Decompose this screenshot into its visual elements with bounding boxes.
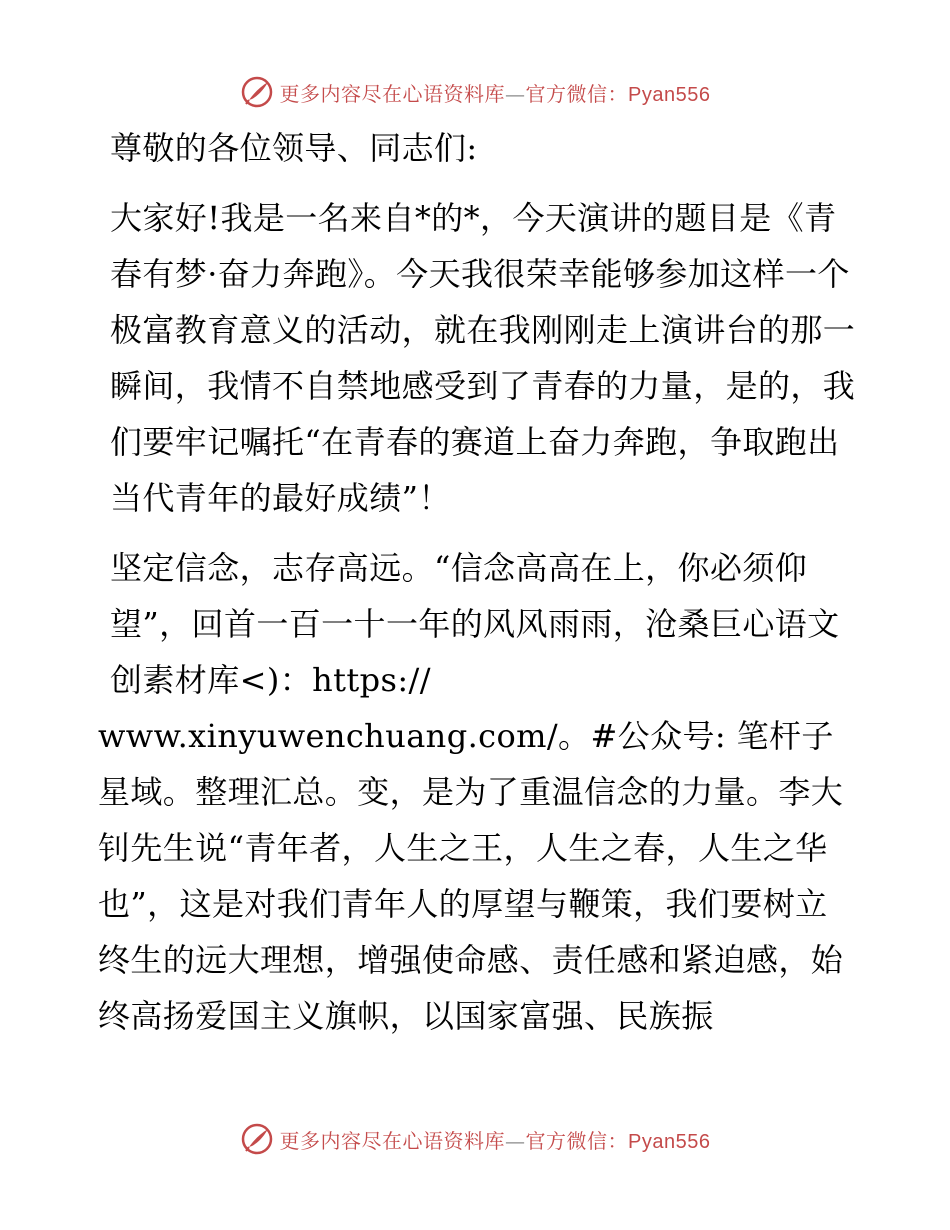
watermark-text: 更多内容尽在心语资料库—官方微信：Pyan556	[279, 1128, 711, 1153]
paragraph-belief: 坚定信念，志存高远。“信念高高在上，你必须仰望”，回首一百一十一年的风风雨雨，沧桑巨心语文创素材库<)：https://	[110, 549, 840, 699]
feather-quill-logo-icon	[240, 75, 274, 109]
header-watermark	[0, 72, 950, 112]
document-body	[98, 120, 858, 1058]
feather-quill-logo-icon	[240, 1122, 274, 1156]
footer-watermark	[0, 1119, 950, 1159]
salutation: 尊敬的各位领导、同志们:	[110, 129, 478, 167]
watermark-text: 更多内容尽在心语资料库—官方微信：Pyan556	[279, 81, 711, 106]
paragraph-intro: 大家好!我是一名来自*的*，今天演讲的题目是《青春有梦·奋力奔跑》。今天我很荣幸能够参加这样一个极富教育意义的活动，就在我刚刚走上演讲台的那一瞬间，我情不自禁地感受到了青春的力量，是的，我们要牢记嘱托“在青春的赛道上奋力奔跑，争取跑出当代青年的最好成绩”！	[110, 199, 856, 517]
paragraph-belief-continued: www.xinyuwenchuang.com/。#公众号: 笔杆子星域。整理汇总。变，是为了重温信念的力量。李大钊先生说“青年者，人生之王，人生之春，人生之华也”，这是对我们青年人的厚望与鞭策，我们要树立终生的远大理想，增强使命感、责任感和紧迫感，始终高扬爱国主义旗帜，以国家富强、民族振	[98, 717, 844, 1035]
